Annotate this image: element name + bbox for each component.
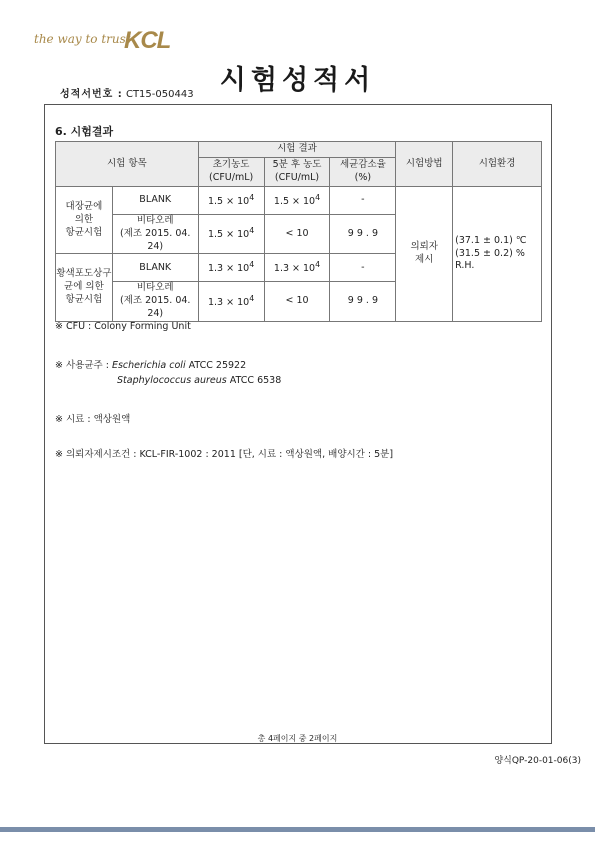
header-test-method: 시험방법 [396, 142, 453, 187]
group-line: 균에 의한 [64, 281, 104, 293]
group-line: 의한 [74, 213, 94, 225]
note-strains [55, 357, 246, 371]
strain2-name: Staphylococcus aureus [117, 375, 227, 386]
form-code: 양식QP-20-01-06(3) [494, 756, 581, 766]
after-value: $1.3 \times 10^4$ [264, 254, 330, 282]
after-label: 5분 후 농도 [272, 159, 322, 171]
group-saureus [56, 254, 113, 321]
note-strain2 [117, 375, 281, 386]
sample-name: 비타오레 [136, 215, 174, 226]
group-line: 항균시험 [65, 294, 103, 306]
env-temperature: (37.1 ± 0.1) ℃ [455, 234, 527, 246]
strain2-id: ATCC 6538 [229, 375, 282, 386]
blank-label: BLANK [112, 187, 198, 215]
sample-date: (제조 2015. 04. 24) [120, 295, 191, 320]
header-after-concentration [264, 158, 330, 187]
method-line: 의뢰자 [410, 241, 438, 253]
table-row [56, 187, 542, 215]
initial-unit: (CFU/mL) [208, 172, 254, 183]
initial-value: $1.3 \times 10^4$ [198, 254, 264, 282]
header-test-item: 시험 항목 [56, 142, 199, 187]
strain1-id: ATCC 25922 [188, 360, 247, 371]
after-value: < 10 [264, 215, 330, 254]
reduction-value: 9 9 . 9 [330, 282, 396, 321]
method-line: 제시 [415, 253, 434, 265]
header-test-environment: 시험환경 [453, 142, 542, 187]
group-ecoli [56, 187, 113, 254]
results-table [55, 141, 542, 322]
footer-bar [0, 827, 595, 832]
note-sample: ※ 시료 : 액상원액 [55, 414, 131, 425]
initial-value: $1.3 \times 10^4$ [198, 282, 264, 321]
group-line: 황색포도상구 [56, 268, 112, 280]
kcl-logo: KCL [124, 27, 171, 54]
test-method [396, 187, 453, 322]
sample-date: (제조 2015. 04. 24) [120, 227, 191, 252]
test-environment [453, 187, 542, 322]
after-value: < 10 [264, 282, 330, 321]
group-line: 대장균에 [65, 201, 103, 212]
initial-value: $1.5 \times 10^4$ [198, 187, 264, 215]
sample-name: 비타오레 [136, 282, 174, 294]
initial-label: 초기농도 [212, 159, 250, 171]
reduction-label: 세균감소율 [339, 159, 386, 171]
blank-label: BLANK [112, 254, 198, 282]
sample-label [112, 215, 198, 254]
note-condition: ※ 의뢰자제시조건 : KCL-FIR-1002 : 2011 [단, 시료 : 액상원액, 배양시간 : 5분] [55, 449, 394, 460]
reduction-value: - [330, 187, 396, 215]
tagline: the way to trust [34, 32, 131, 46]
reduction-unit: (%) [354, 172, 372, 183]
note-cfu: ※ CFU : Colony Forming Unit [55, 321, 191, 332]
strain1-name: Escherichia coli [111, 360, 186, 371]
group-line: 항균시험 [65, 226, 103, 238]
page-number: 총 4페이지 중 2페이지 [257, 734, 338, 743]
initial-value: $1.5 \times 10^4$ [198, 215, 264, 254]
certificate-number [60, 85, 194, 100]
strain-label: ※ 사용균주 : [55, 360, 109, 371]
document-title: 시험성적서 [219, 65, 376, 96]
certificate-number-value: CT15-050443 [125, 89, 194, 100]
sample-label [112, 282, 198, 321]
header-test-result: 시험 결과 [198, 142, 396, 158]
section-heading: 6. 시험결과 [55, 125, 114, 138]
header-reduction-rate [330, 158, 396, 187]
env-humidity: (31.5 ± 0.2) % R.H. [455, 247, 525, 272]
certificate-number-label: 성적서번호 : [60, 89, 123, 100]
after-value: $1.5 \times 10^4$ [264, 187, 330, 215]
reduction-value: - [330, 254, 396, 282]
header-initial-concentration [198, 158, 264, 187]
after-unit: (CFU/mL) [274, 172, 320, 183]
reduction-value: 9 9 . 9 [330, 215, 396, 254]
